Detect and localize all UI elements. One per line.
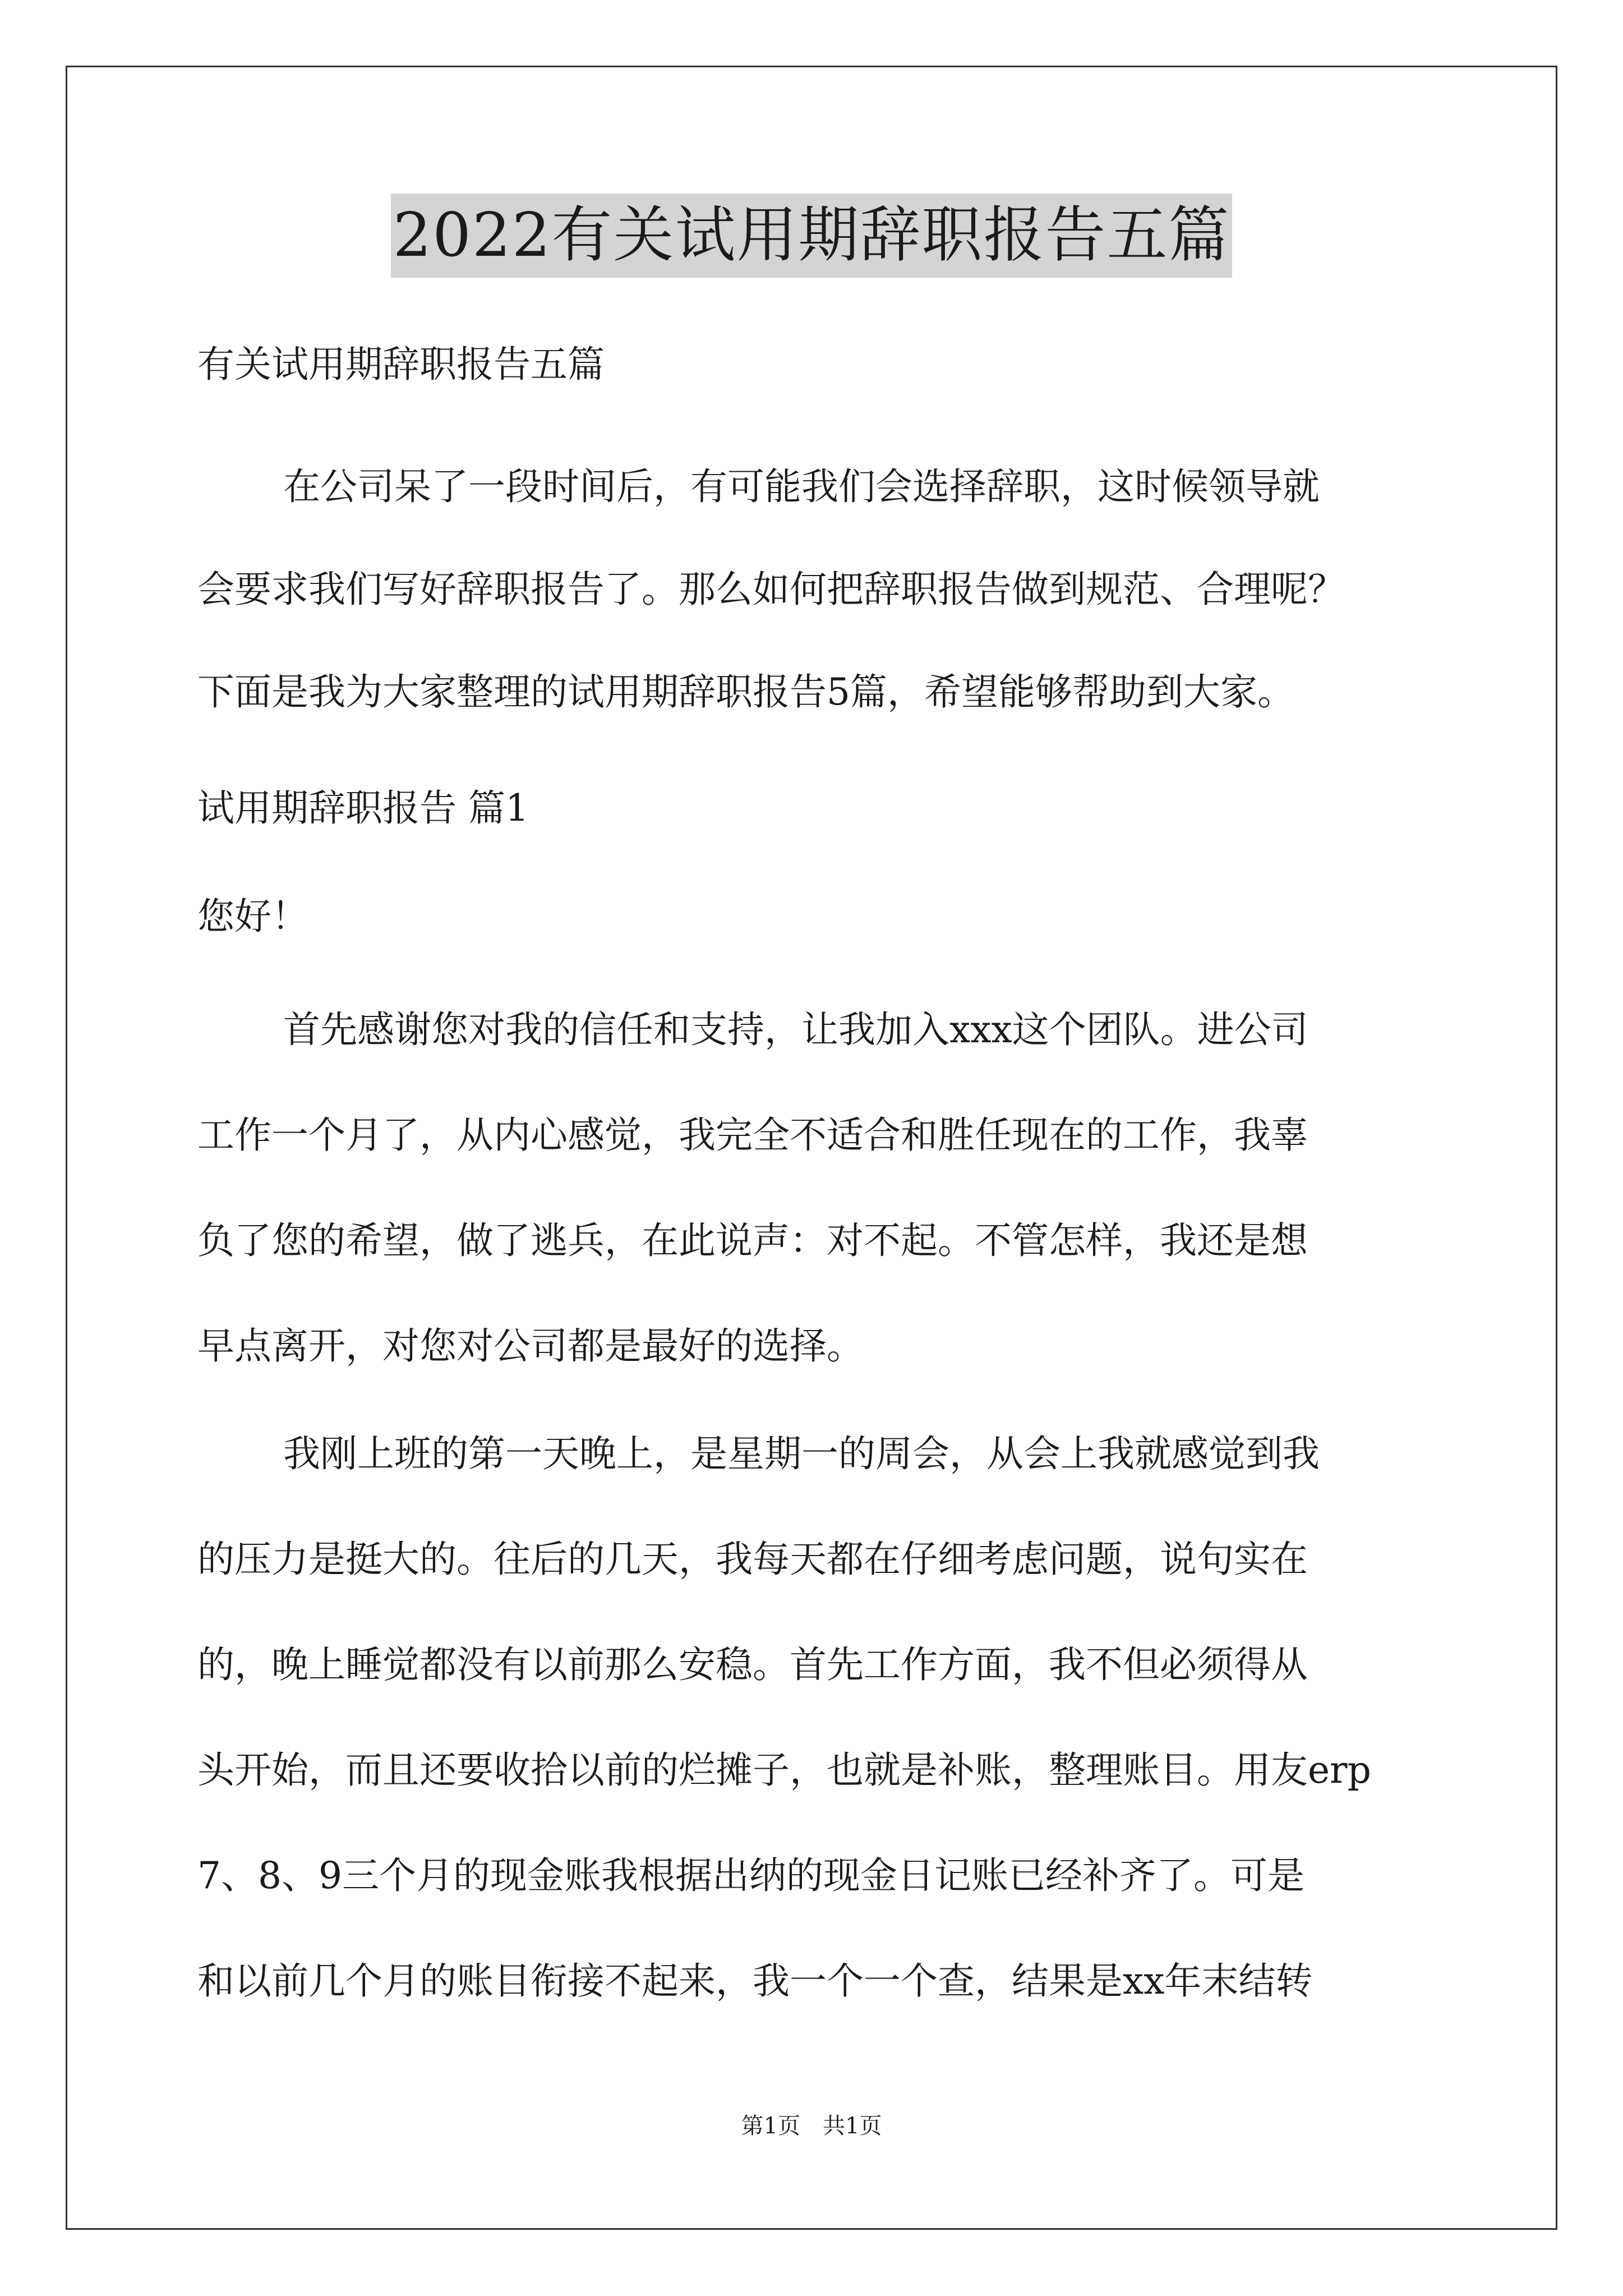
body-line: 工作一个月了，从内心感觉，我完全不适合和胜任现在的工作，我辜: [197, 1114, 1308, 1157]
body-line: 在公司呆了一段时间后，有可能我们会选择辞职，这时候领导就: [283, 465, 1320, 508]
title-container: [0, 194, 1623, 278]
body-line: 头开始，而且还要收拾以前的烂摊子，也就是补账，整理账目。用友erp: [197, 1749, 1371, 1792]
page-footer: 第1页 共1页: [741, 2113, 882, 2139]
body-line: 负了您的希望，做了逃兵，在此说声：对不起。不管怎样，我还是想: [197, 1219, 1308, 1262]
subtitle-line: 有关试用期辞职报告五篇: [197, 343, 605, 386]
body-line: 的，晚上睡觉都没有以前那么安稳。首先工作方面，我不但必须得从: [197, 1643, 1308, 1686]
body-line: 首先感谢您对我的信任和支持，让我加入xxx这个团队。进公司: [283, 1008, 1308, 1051]
body-line: 和以前几个月的账目衔接不起来，我一个一个查，结果是xx年末结转: [197, 1959, 1313, 2003]
body-line: 早点离开，对您对公司都是最好的选择。: [197, 1324, 864, 1368]
document-title: 2022有关试用期辞职报告五篇: [391, 194, 1233, 278]
body-line: 会要求我们写好辞职报告了。那么如何把辞职报告做到规范、合理呢？: [197, 568, 1345, 611]
body-line: 我刚上班的第一天晚上，是星期一的周会，从会上我就感觉到我: [283, 1432, 1320, 1475]
section-heading: 试用期辞职报告 篇1: [197, 786, 529, 830]
body-line: 下面是我为大家整理的试用期辞职报告5篇，希望能够帮助到大家。: [197, 670, 1294, 714]
salutation: 您好！: [197, 895, 308, 938]
body-line: 的压力是挺大的。往后的几天，我每天都在仔细考虑问题，说句实在: [197, 1538, 1308, 1581]
body-line: 7、8、9三个月的现金账我根据出纳的现金日记账已经补齐了。可是: [197, 1854, 1304, 1897]
